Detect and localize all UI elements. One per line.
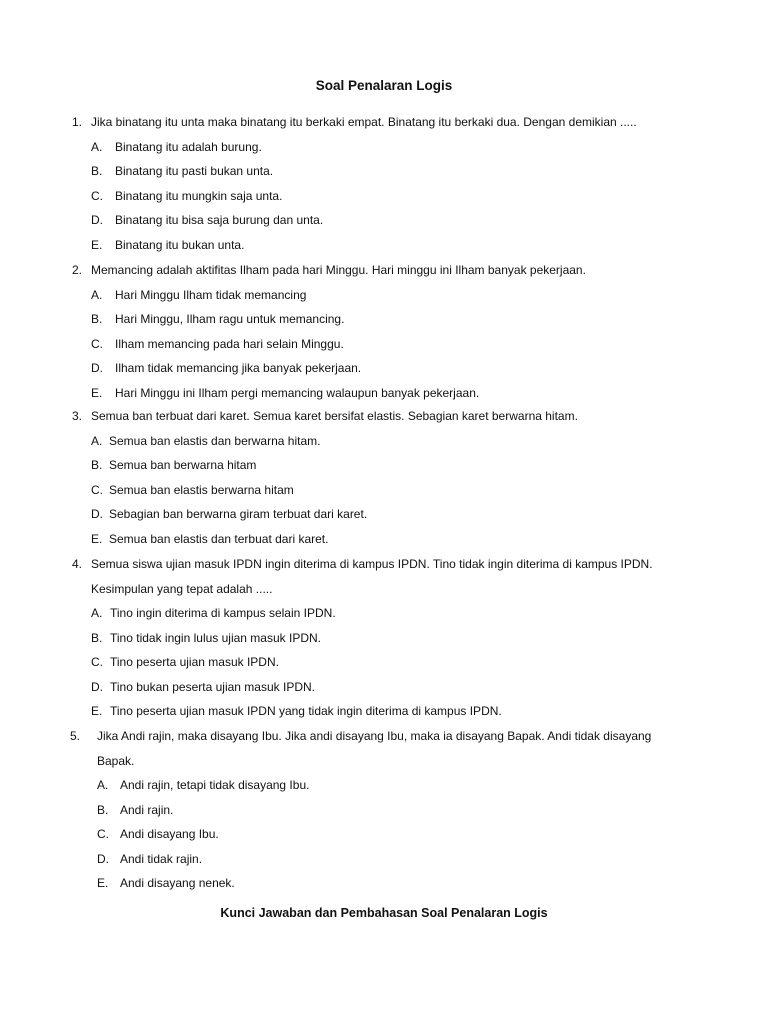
option-text: Semua ban berwarna hitam (109, 458, 257, 472)
question-text-continued: Bapak. (97, 753, 135, 768)
option-letter: C. (91, 188, 103, 203)
option-letter: C. (91, 482, 103, 497)
option-letter: E. (91, 385, 103, 400)
option-text: Binatang itu mungkin saja unta. (115, 188, 283, 203)
option-text: Sebagian ban berwarna giram terbuat dari karet. (109, 507, 368, 521)
option-letter: D. (91, 679, 103, 694)
question-text: Semua siswa ujian masuk IPDN ingin diterima di kampus IPDN. Tino tidak ingin diterima di kampus IPDN. (91, 557, 653, 571)
option-text: Ilham memancing pada hari selain Minggu. (115, 336, 344, 351)
option-letter: D. (91, 361, 103, 375)
option-letter: E. (97, 876, 109, 890)
option-letter: D. (97, 851, 109, 866)
option-text: Binatang itu bisa saja burung dan unta. (115, 213, 324, 227)
answer-key-heading: Kunci Jawaban dan Pembahasan Soal Penalaran Logis (220, 906, 548, 920)
option-text: Semua ban elastis dan terbuat dari karet. (109, 531, 329, 546)
option-text: Andi disayang Ibu. (120, 827, 219, 841)
option-letter: B. (97, 802, 109, 817)
option-text: Tino tidak ingin lulus ujian masuk IPDN. (110, 630, 321, 645)
option-letter: C. (97, 827, 109, 841)
option-text: Andi disayang nenek. (120, 876, 235, 890)
option-letter: E. (91, 704, 103, 718)
option-letter: E. (91, 531, 103, 546)
option-letter: A. (91, 433, 103, 448)
option-text: Binatang itu adalah burung. (115, 139, 262, 154)
option-letter: C. (91, 336, 103, 351)
option-text: Andi tidak rajin. (120, 851, 203, 866)
question-number: 2. (72, 263, 83, 277)
option-letter: C. (91, 655, 103, 669)
option-letter: A. (91, 287, 103, 302)
option-text: Semua ban elastis berwarna hitam (109, 482, 294, 497)
option-text: Hari Minggu ini Ilham pergi memancing walaupun banyak pekerjaan. (115, 385, 480, 400)
option-text: Hari Minggu, Ilham ragu untuk memancing. (115, 312, 345, 326)
option-text: Binatang itu bukan unta. (115, 237, 245, 252)
option-letter: E. (91, 237, 103, 252)
option-text: Andi rajin. (120, 802, 174, 817)
option-letter: B. (91, 458, 103, 472)
question-number: 4. (72, 557, 83, 571)
option-text: Tino bukan peserta ujian masuk IPDN. (110, 679, 315, 694)
option-text: Semua ban elastis dan berwarna hitam. (109, 433, 321, 448)
question-text: Semua ban terbuat dari karet. Semua karet bersifat elastis. Sebagian karet berwarna hitam. (91, 409, 578, 423)
question-text: Jika binatang itu unta maka binatang itu berkaki empat. Binatang itu berkaki dua. Dengan demikian ..... (91, 115, 637, 129)
question-number: 1. (72, 115, 83, 129)
page-title: Soal Penalaran Logis (315, 78, 453, 93)
option-text: Binatang itu pasti bukan unta. (115, 164, 274, 178)
option-text: Tino ingin diterima di kampus selain IPDN. (110, 606, 336, 620)
option-text: Andi rajin, tetapi tidak disayang Ibu. (120, 778, 310, 792)
option-letter: A. (97, 778, 109, 792)
option-letter: D. (91, 213, 103, 227)
question-text: Memancing adalah aktifitas Ilham pada hari Minggu. Hari minggu ini Ilham banyak pekerjaan. (91, 263, 586, 277)
option-letter: B. (91, 630, 103, 645)
option-text: Tino peserta ujian masuk IPDN. (110, 655, 279, 669)
option-letter: A. (91, 606, 103, 620)
question-number: 5. (70, 729, 81, 743)
option-letter: D. (91, 507, 103, 521)
option-letter: B. (91, 164, 103, 178)
option-letter: A. (91, 139, 103, 154)
option-letter: B. (91, 312, 103, 326)
question-text: Jika Andi rajin, maka disayang Ibu. Jika andi disayang Ibu, maka ia disayang Bapak. Andi tidak disayang (97, 729, 652, 743)
option-text: Tino peserta ujian masuk IPDN yang tidak ingin diterima di kampus IPDN. (110, 704, 502, 718)
option-text: Hari Minggu Ilham tidak memancing (115, 287, 307, 302)
option-text: Ilham tidak memancing jika banyak pekerjaan. (115, 361, 362, 375)
question-number: 3. (72, 409, 83, 423)
question-text-continued: Kesimpulan yang tepat adalah ..... (91, 581, 273, 596)
